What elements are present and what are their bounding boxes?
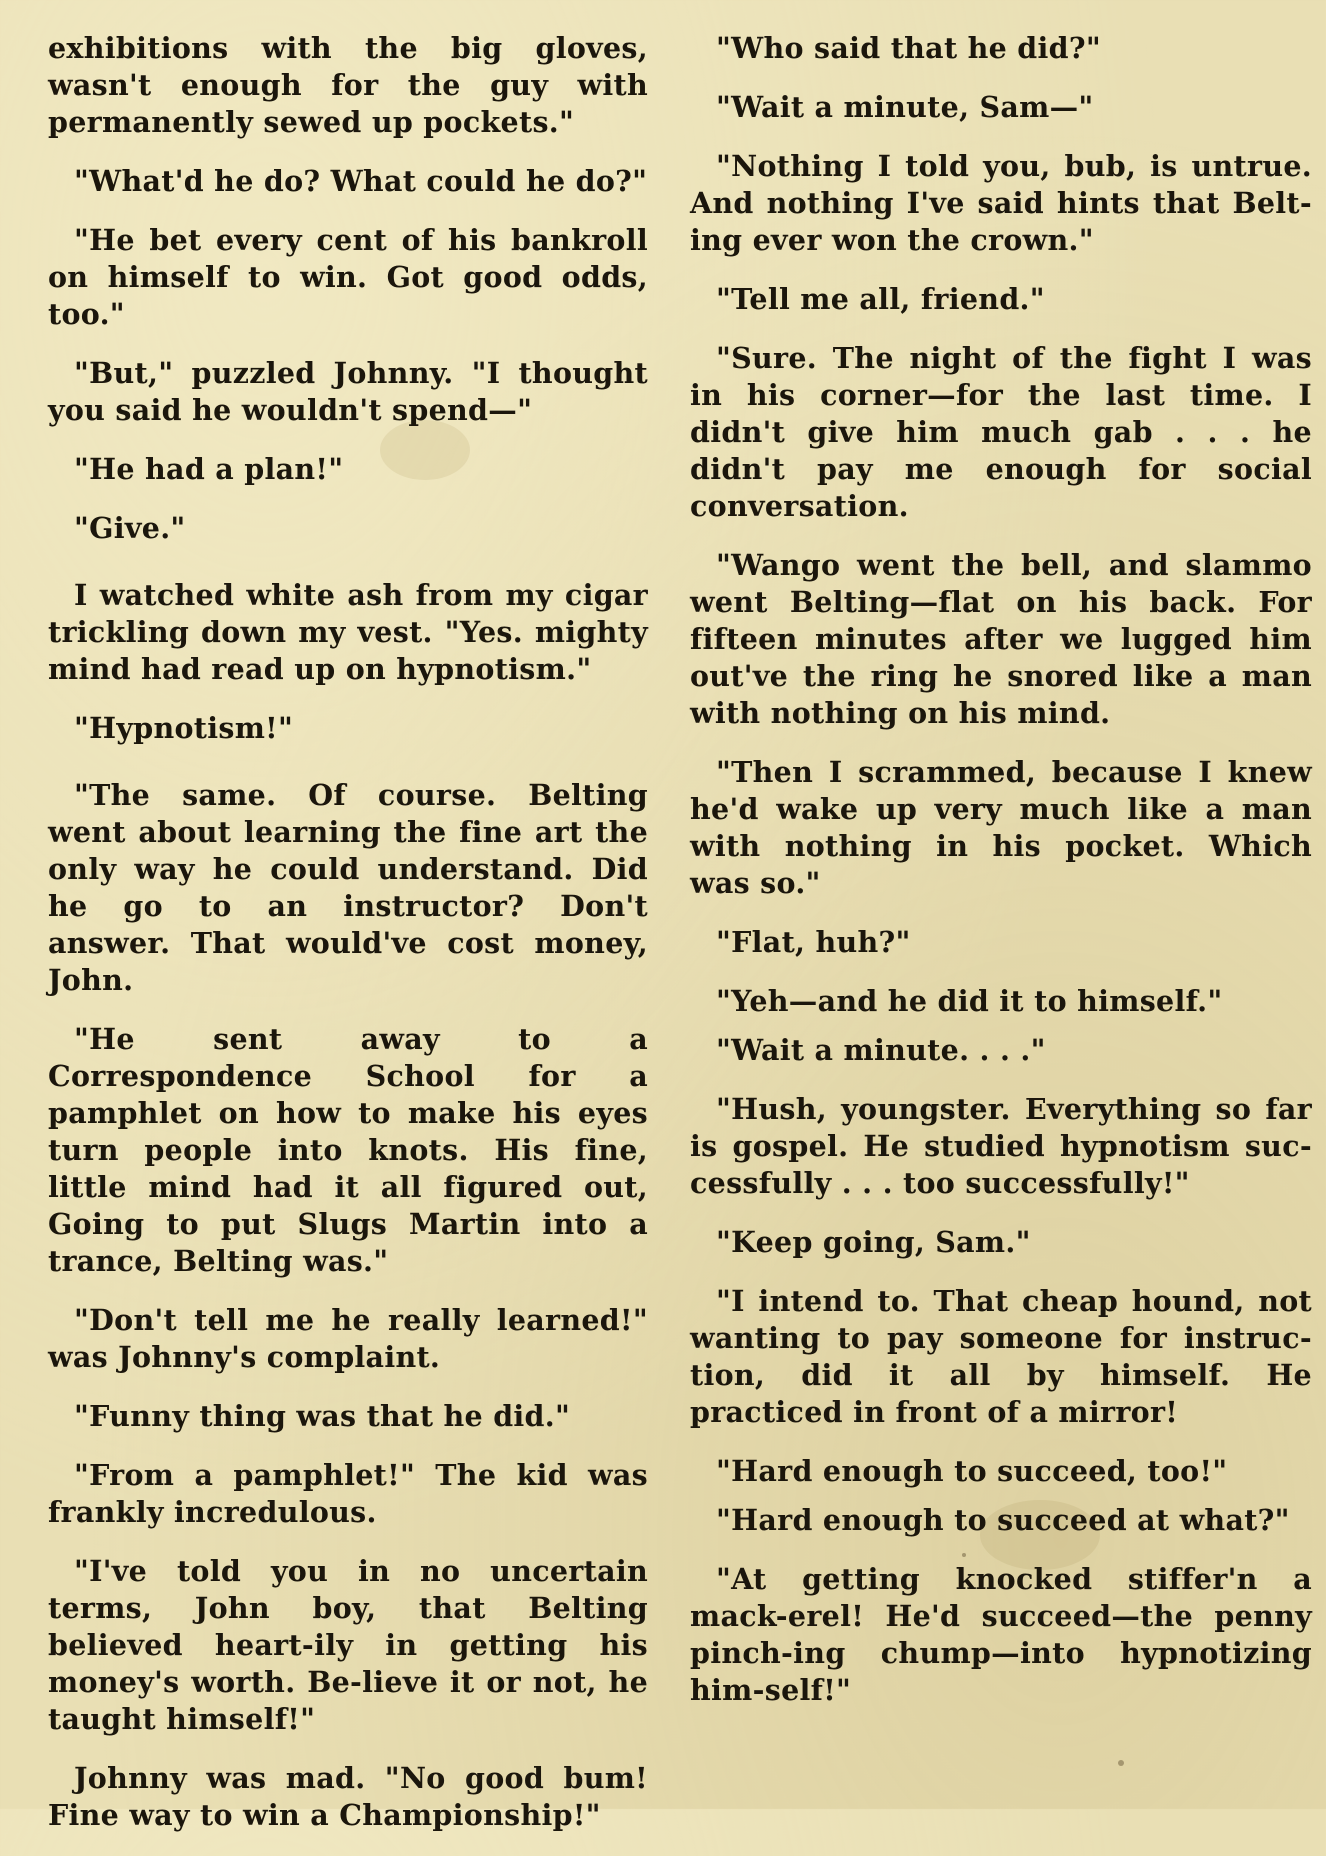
paragraph: "Funny thing was that he did." — [74, 1399, 571, 1433]
paragraph: "Tell me all, friend." — [716, 282, 1045, 316]
paragraph: "The same. Of course. Belting went about learning the fine art the only way he could understand. Did he go to an instructor? Don't answer. That would've cost money, John. — [48, 778, 648, 997]
paragraph: "Who said that he did?" — [716, 31, 1102, 65]
paragraph: "Wango went the bell, and slammo went Belting—flat on his back. For fifteen minutes after we lugged him out've the ring he snored like a man with nothing on his mind. — [690, 548, 1312, 730]
paragraph: "Nothing I told you, bub, is untrue. And nothing I've said hints that Belt-ing ever won the crown." — [690, 149, 1312, 257]
paragraph: "Hard enough to succeed, too!" — [716, 1454, 1228, 1488]
paragraph: "But," puzzled Johnny. "I thought you said he wouldn't spend—" — [48, 356, 648, 427]
right-text-column — [690, 30, 1312, 1731]
ink-speck — [1118, 1760, 1124, 1766]
paragraph: "Yeh—and he did it to himself." — [716, 984, 1223, 1018]
paragraph: Johnny was mad. "No good bum! Fine way to win a Championship!" — [48, 1761, 648, 1832]
paragraph: "Don't tell me he really learned!" was Johnny's complaint. — [48, 1303, 648, 1374]
paragraph: "Keep going, Sam." — [716, 1225, 1031, 1259]
paragraph: "Hypnotism!" — [74, 711, 294, 745]
paragraph: "What'd he do? What could he do?" — [74, 164, 648, 198]
paragraph: "Sure. The night of the fight I was in his corner—for the last time. I didn't give him much gab . . . he didn't pay me enough for social conversation. — [690, 341, 1312, 523]
paragraph: "I've told you in no uncertain terms, John boy, that Belting believed heart-ily in getting his money's worth. Be-lieve it or not, he taught himself!" — [48, 1554, 648, 1736]
paragraph: "Give." — [74, 511, 186, 545]
paragraph: "Wait a minute, Sam—" — [716, 90, 1094, 124]
paragraph: "I intend to. That cheap hound, not wanting to pay someone for instruc-tion, did it all by himself. He practiced in front of a mirror! — [690, 1284, 1312, 1429]
left-text-column — [48, 30, 648, 1856]
paragraph: "From a pamphlet!" The kid was frankly incredulous. — [48, 1458, 648, 1529]
paragraph: "He bet every cent of his bankroll on himself to win. Got good odds, too." — [48, 223, 648, 331]
paragraph: "Hush, youngster. Everything so far is gospel. He studied hypnotism suc-cessfully . . . too successfully!" — [690, 1092, 1312, 1200]
paragraph: "Hard enough to succeed at what?" — [716, 1503, 1290, 1537]
paragraph: I watched white ash from my cigar trickling down my vest. "Yes. mighty mind had read up on hypnotism." — [48, 578, 648, 686]
paragraph: "He had a plan!" — [74, 452, 344, 486]
paragraph: "Then I scrammed, because I knew he'd wake up very much like a man with nothing in his pocket. Which was so." — [690, 755, 1312, 900]
paragraph: "Wait a minute. . . ." — [716, 1033, 1046, 1067]
paragraph: "He sent away to a Correspondence School for a pamphlet on how to make his eyes turn people into knots. His fine, little mind had it all figured out, Going to put Slugs Martin into a trance, Belting was." — [48, 1022, 648, 1278]
paragraph: exhibitions with the big gloves, wasn't enough for the guy with permanently sewed up pockets." — [48, 31, 648, 139]
paragraph: "Flat, huh?" — [716, 925, 911, 959]
paragraph: "At getting knocked stiffer'n a mack-erel! He'd succeed—the penny pinch-ing chump—into hypnotizing him-self!" — [690, 1562, 1312, 1707]
